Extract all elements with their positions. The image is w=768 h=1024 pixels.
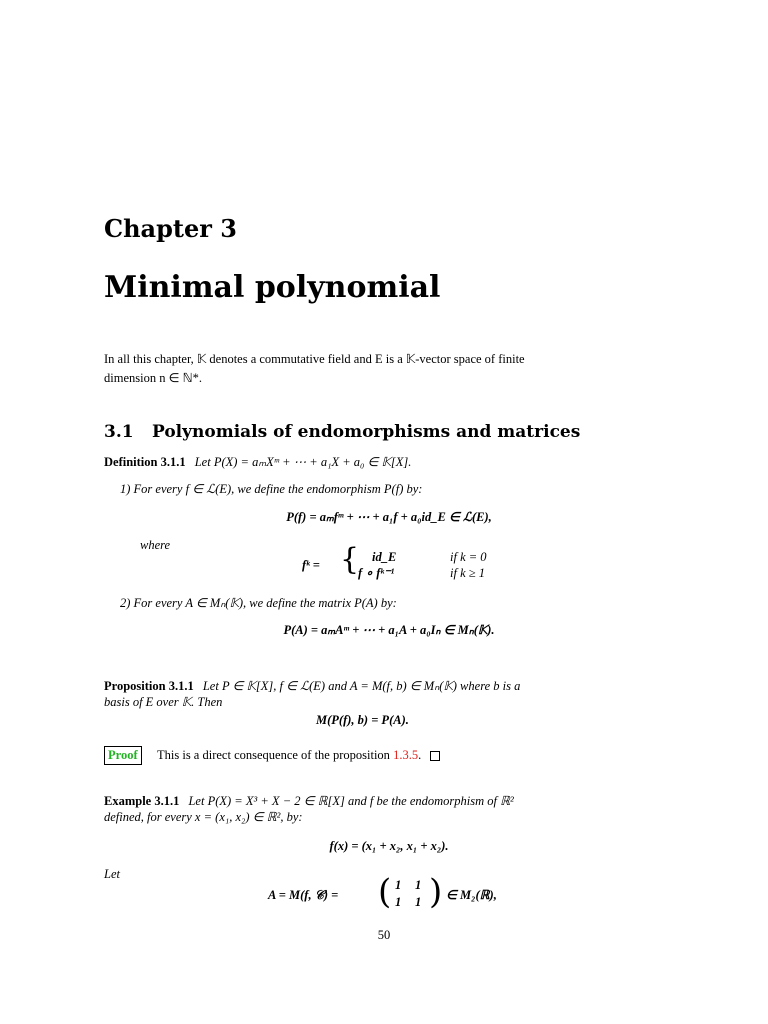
- matrix-cell-2-1: 1: [395, 895, 402, 909]
- proposition-block: [104, 677, 674, 712]
- chapter-label: Chapter 3: [104, 214, 237, 243]
- where-label: where: [140, 538, 171, 552]
- matrix-right-paren: ): [429, 872, 443, 912]
- proof-text: [157, 746, 440, 765]
- proposition-equation: M(P(f), b) = P(A).: [316, 713, 409, 727]
- definition-heading: Definition 3.1.1: [104, 455, 186, 469]
- section-title: Polynomials of endomorphisms and matrices: [152, 422, 581, 442]
- example-block: [104, 792, 674, 827]
- intro-line-2: dimension n ∈ ℕ*.: [104, 371, 202, 385]
- fk-lhs: fᵏ =: [302, 558, 320, 572]
- intro-paragraph: [104, 350, 674, 388]
- matrix-lhs: A = M(f, 𝒞) =: [268, 888, 339, 902]
- equation-p-of-a: P(A) = aₘAᵐ + ⋯ + a₁A + a₀Iₙ ∈ Mₙ(𝕂).: [283, 623, 495, 637]
- section-heading: [104, 422, 580, 442]
- section-number: 3.1: [104, 422, 134, 442]
- example-line-2: defined, for every x = (x₁, x₂) ∈ ℝ², by:: [104, 810, 303, 824]
- proof-reference-link[interactable]: 1.3.5: [393, 748, 419, 762]
- proof-period: .: [418, 748, 422, 762]
- matrix-left-paren: (: [378, 872, 392, 912]
- equation-p-of-f: P(f) = aₘfᵐ + ⋯ + a₁f + a₀id_E ∈ ℒ(E),: [286, 510, 492, 524]
- definition-item-2: 2) For every A ∈ Mₙ(𝕂), we define the matrix P(A) by:: [120, 596, 397, 610]
- example-equation: f(x) = (x₁ + x₂, x₁ + x₂).: [329, 839, 449, 853]
- example-heading: Example 3.1.1: [104, 794, 180, 808]
- proposition-line-2: basis of E over 𝕂. Then: [104, 695, 223, 709]
- chapter-title: Minimal polynomial: [104, 270, 441, 305]
- definition-text: Let P(X) = aₘXᵐ + ⋯ + a₁X + a₀ ∈ 𝕂[X].: [194, 455, 412, 469]
- left-brace: {: [340, 542, 360, 577]
- case-1-condition: if k = 0: [450, 550, 487, 564]
- case-2-condition: if k ≥ 1: [450, 566, 485, 580]
- proposition-line-1: Let P ∈ 𝕂[X], f ∈ ℒ(E) and A = M(f, b) ∈ Mₙ(𝕂) where b is a: [202, 679, 521, 693]
- case-2-expression: f ∘ fᵏ⁻¹: [358, 566, 395, 580]
- qed-square-icon: [430, 751, 440, 761]
- proof-label: Proof: [104, 746, 142, 765]
- intro-line-1: In all this chapter, 𝕂 denotes a commutative field and E is a 𝕂-vector space of finite: [104, 352, 525, 366]
- let-label: Let: [104, 867, 120, 881]
- matrix-rhs: ∈ M₂(ℝ),: [446, 888, 497, 902]
- example-line-1: Let P(X) = X³ + X − 2 ∈ ℝ[X] and f be the endomorphism of ℝ²: [188, 794, 514, 808]
- definition-statement: [104, 453, 411, 472]
- matrix-cell-1-1: 1: [395, 878, 402, 892]
- page-number: 50: [377, 928, 391, 942]
- proof-sentence: This is a direct consequence of the proposition: [157, 748, 390, 762]
- matrix-cell-2-2: 1: [415, 895, 422, 909]
- proposition-heading: Proposition 3.1.1: [104, 679, 194, 693]
- case-1-expression: id_E: [372, 550, 397, 564]
- definition-item-1: 1) For every f ∈ ℒ(E), we define the endomorphism P(f) by:: [120, 482, 423, 496]
- matrix-cell-1-2: 1: [415, 878, 422, 892]
